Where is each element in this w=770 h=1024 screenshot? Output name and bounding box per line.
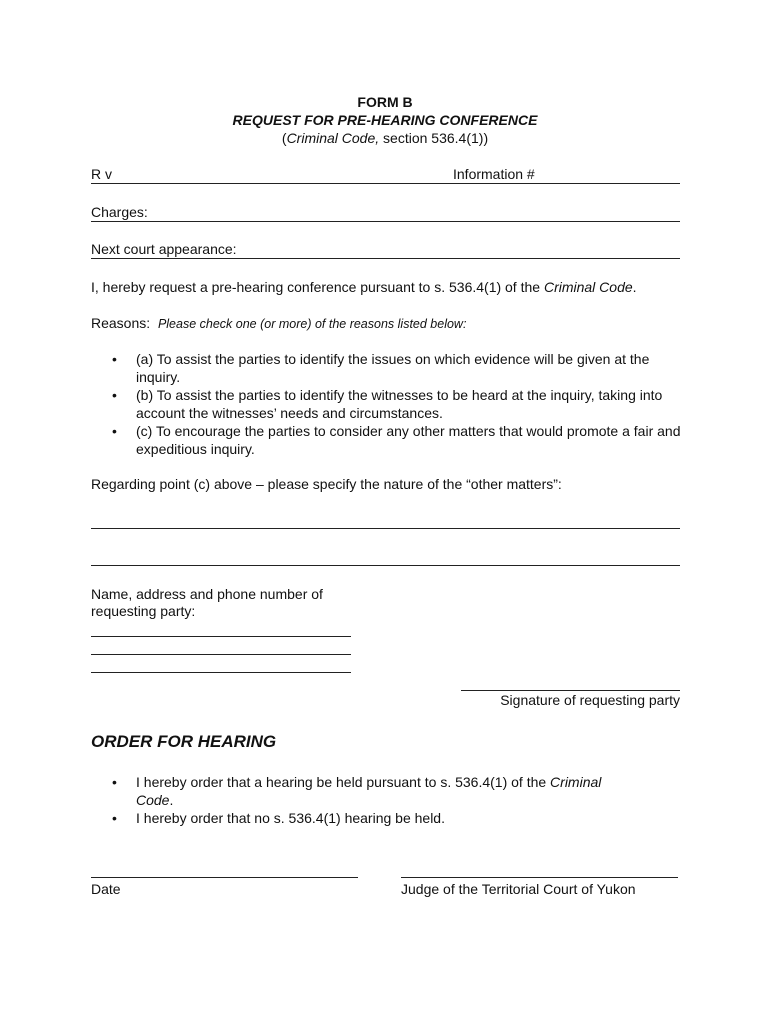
other-matters-line-2[interactable] (91, 565, 680, 566)
statute-section: section 536.4(1)) (379, 130, 489, 146)
other-matters-prompt: Regarding point (c) above – please specify the nature of the “other matters”: (91, 476, 562, 492)
order-item-no-hearing[interactable] (112, 809, 682, 827)
order-item1-period: . (169, 792, 174, 808)
next-court-line[interactable] (91, 258, 680, 259)
order-heading: ORDER FOR HEARING (91, 732, 277, 751)
signature-label: Signature of requesting party (500, 692, 680, 708)
bullet-icon: • (112, 774, 117, 790)
reason-item-b[interactable] (112, 386, 682, 422)
reason-b-text: (b) To assist the parties to identify the witnesses to be heard at the inquiry, taking into account the witnesses’ needs and circumstances. (136, 387, 663, 421)
bullet-icon: • (112, 387, 117, 403)
judge-label: Judge of the Territorial Court of Yukon (401, 881, 636, 897)
r-v-label: R v (91, 166, 112, 182)
reasons-instruction: Please check one (or more) of the reasons listed below: (157, 317, 467, 331)
judge-line[interactable] (401, 877, 678, 878)
order-list (112, 773, 682, 827)
information-label: Information # (453, 166, 535, 182)
request-period: . (632, 279, 637, 295)
statute-reference (0, 130, 770, 146)
requesting-party-label-1: Name, address and phone number of (91, 586, 323, 602)
reasons-list (112, 350, 682, 458)
date-line[interactable] (91, 877, 358, 878)
reason-item-c[interactable] (112, 422, 682, 458)
order-item1-code-a: Criminal (550, 774, 602, 790)
request-statement (91, 279, 637, 295)
r-v-information-line[interactable] (91, 183, 680, 184)
charges-line[interactable] (91, 221, 680, 222)
order-item1-text: I hereby order that a hearing be held pursuant to s. 536.4(1) of the (136, 774, 551, 790)
bullet-icon: • (112, 423, 117, 439)
signature-line[interactable] (461, 690, 680, 691)
reason-c-text: (c) To encourage the parties to consider any other matters that would promote a fair and expeditious inquiry. (136, 423, 681, 457)
reasons-label: Reasons: (91, 315, 151, 331)
date-label: Date (91, 881, 121, 897)
reason-item-a[interactable] (112, 350, 682, 386)
next-court-label: Next court appearance: (91, 241, 237, 257)
order-item2-text: I hereby order that no s. 536.4(1) hearing be held. (136, 810, 445, 826)
bullet-icon: • (112, 351, 117, 367)
order-item-hearing[interactable] (112, 773, 682, 809)
order-item1-code-b: Code (136, 792, 170, 808)
requesting-party-line-2[interactable] (91, 654, 351, 655)
charges-label: Charges: (91, 204, 148, 220)
statute-name: Criminal Code, (286, 130, 380, 146)
other-matters-line-1[interactable] (91, 528, 680, 529)
statute-open: ( (281, 130, 287, 146)
form-title: REQUEST FOR PRE-HEARING CONFERENCE (232, 112, 538, 128)
requesting-party-line-1[interactable] (91, 636, 351, 637)
request-text: I, hereby request a pre-hearing conference pursuant to s. 536.4(1) of the (91, 279, 544, 295)
bullet-icon: • (112, 810, 117, 826)
form-label: FORM B (357, 94, 413, 110)
request-code: Criminal Code (543, 279, 633, 295)
requesting-party-label-2: requesting party: (91, 603, 196, 619)
requesting-party-line-3[interactable] (91, 672, 351, 673)
reason-a-text: (a) To assist the parties to identify the issues on which evidence will be given at the inquiry. (136, 351, 650, 385)
reasons-line (91, 315, 466, 331)
